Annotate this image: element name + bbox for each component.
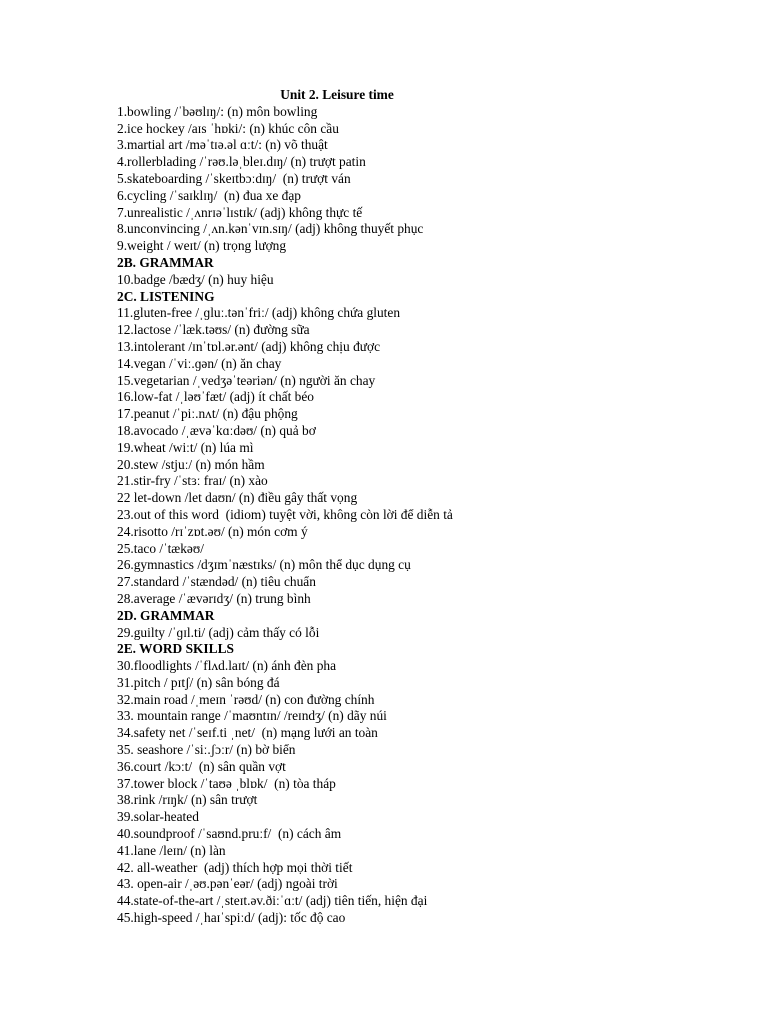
vocabulary-item: 39.solar-heated: [117, 809, 199, 825]
vocabulary-item: 16.low-fat /ˌləʊˈfæt/ (adj) ít chất béo: [117, 389, 314, 405]
vocabulary-item: 7.unrealistic /ˌʌnrɪəˈlɪstɪk/ (adj) không thực tế: [117, 204, 363, 220]
vocabulary-item: 22 let-down /let daʊn/ (n) điều gây thất vọng: [117, 490, 358, 506]
vocabulary-item: 41.lane /leɪn/ (n) làn: [117, 842, 226, 858]
vocabulary-item: 18.avocado /ˌævəˈkɑːdəʊ/ (n) quả bơ: [117, 422, 316, 438]
vocabulary-item: 1.bowling /ˈbəʊlɪŋ/: (n) môn bowling: [117, 103, 318, 119]
vocabulary-item: 9.weight / weɪt/ (n) trọng lượng: [117, 238, 287, 254]
vocabulary-item: 19.wheat /wiːt/ (n) lúa mì: [117, 439, 254, 455]
vocabulary-item: 33. mountain range /ˈmaʊntɪn/ /reɪndʒ/ (n) dãy núi: [117, 708, 387, 724]
vocabulary-item: 20.stew /stjuː/ (n) món hầm: [117, 456, 265, 472]
vocabulary-item: 27.standard /ˈstændəd/ (n) tiêu chuẩn: [117, 574, 316, 590]
vocabulary-item: 28.average /ˈævərɪdʒ/ (n) trung bình: [117, 590, 311, 606]
vocabulary-item: 17.peanut /ˈpiː.nʌt/ (n) đậu phộng: [117, 406, 298, 422]
vocabulary-item: 11.gluten-free /ˌɡluː.tənˈfriː/ (adj) không chứa gluten: [117, 305, 401, 321]
vocabulary-item: 34.safety net /ˈseɪf.ti ˌnet/ (n) mạng lưới an toàn: [117, 725, 378, 741]
vocabulary-item: 24.risotto /rɪˈzɒt.əʊ/ (n) món cơm ý: [117, 523, 308, 539]
vocabulary-item: 26.gymnastics /dʒɪmˈnæstɪks/ (n) môn thể dục dụng cụ: [117, 557, 411, 573]
vocabulary-item: 31.pitch / pɪtʃ/ (n) sân bóng đá: [117, 674, 280, 690]
vocabulary-item: 2.ice hockey /aɪs ˈhɒki/: (n) khúc côn cầu: [117, 120, 339, 136]
vocabulary-item: 21.stir-fry /ˈstɜː fraɪ/ (n) xào: [117, 473, 268, 489]
section-heading: 2C. LISTENING: [117, 288, 215, 304]
vocabulary-item: 15.vegetarian /ˌvedʒəˈteəriən/ (n) người ăn chay: [117, 372, 376, 388]
document-page: [117, 87, 717, 927]
vocabulary-item: 12.lactose /ˈlæk.təʊs/ (n) đường sữa: [117, 322, 310, 338]
vocabulary-item: 40.soundproof /ˈsaʊnd.pruːf/ (n) cách âm: [117, 826, 342, 842]
vocabulary-list: [117, 104, 717, 927]
vocabulary-item: 35. seashore /ˈsiː.ʃɔːr/ (n) bờ biển: [117, 742, 296, 758]
vocabulary-item: 4.rollerblading /ˈrəʊ.ləˌbleɪ.dɪŋ/ (n) trượt patin: [117, 154, 366, 170]
vocabulary-item: 6.cycling /ˈsaɪklɪŋ/ (n) đua xe đạp: [117, 187, 301, 203]
vocabulary-item: 13.intolerant /ɪnˈtɒl.ər.ənt/ (adj) không chịu được: [117, 338, 381, 354]
vocabulary-item: 38.rink /rɪŋk/ (n) sân trượt: [117, 792, 258, 808]
vocabulary-item: 5.skateboarding /ˈskeɪtbɔːdɪŋ/ (n) trượt ván: [117, 170, 351, 186]
vocabulary-item: 37.tower block /ˈtaʊə ˌblɒk/ (n) tòa tháp: [117, 775, 336, 791]
section-heading: 2D. GRAMMAR: [117, 607, 215, 623]
vocabulary-item: 10.badge /bædʒ/ (n) huy hiệu: [117, 271, 274, 287]
vocabulary-item: 43. open-air /ˌəʊ.pənˈeər/ (adj) ngoài trời: [117, 876, 338, 892]
vocabulary-item: 14.vegan /ˈviː.ɡən/ (n) ăn chay: [117, 355, 282, 371]
vocabulary-item: 44.state-of-the-art /ˌsteɪt.əv.ðiːˈɑːt/ (adj) tiên tiến, hiện đại: [117, 893, 428, 909]
vocabulary-item: 8.unconvincing /ˌʌn.kənˈvɪn.sɪŋ/ (adj) không thuyết phục: [117, 221, 424, 237]
vocabulary-item: 45.high-speed /ˌhaɪˈspiːd/ (adj): tốc độ cao: [117, 910, 346, 926]
document-title: Unit 2. Leisure time: [280, 87, 394, 102]
section-heading: 2E. WORD SKILLS: [117, 641, 234, 657]
vocabulary-item: 23.out of this word (idiom) tuyệt vời, không còn lời để diễn tả: [117, 506, 453, 522]
vocabulary-item: 30.floodlights /ˈflʌd.laɪt/ (n) ánh đèn pha: [117, 658, 337, 674]
vocabulary-item: 36.court /kɔːt/ (n) sân quần vợt: [117, 758, 286, 774]
vocabulary-item: 25.taco /ˈtækəʊ/: [117, 540, 204, 556]
vocabulary-item: 3.martial art /məˈtɪə.əl ɑːt/: (n) võ thuật: [117, 137, 328, 153]
vocabulary-item: 42. all-weather (adj) thích hợp mọi thời tiết: [117, 859, 353, 875]
section-heading: 2B. GRAMMAR: [117, 254, 214, 270]
vocabulary-item: 29.guilty /ˈɡɪl.ti/ (adj) cảm thấy có lỗi: [117, 624, 320, 640]
vocabulary-item: 32.main road /ˌmeɪn ˈrəʊd/ (n) con đường chính: [117, 691, 375, 707]
